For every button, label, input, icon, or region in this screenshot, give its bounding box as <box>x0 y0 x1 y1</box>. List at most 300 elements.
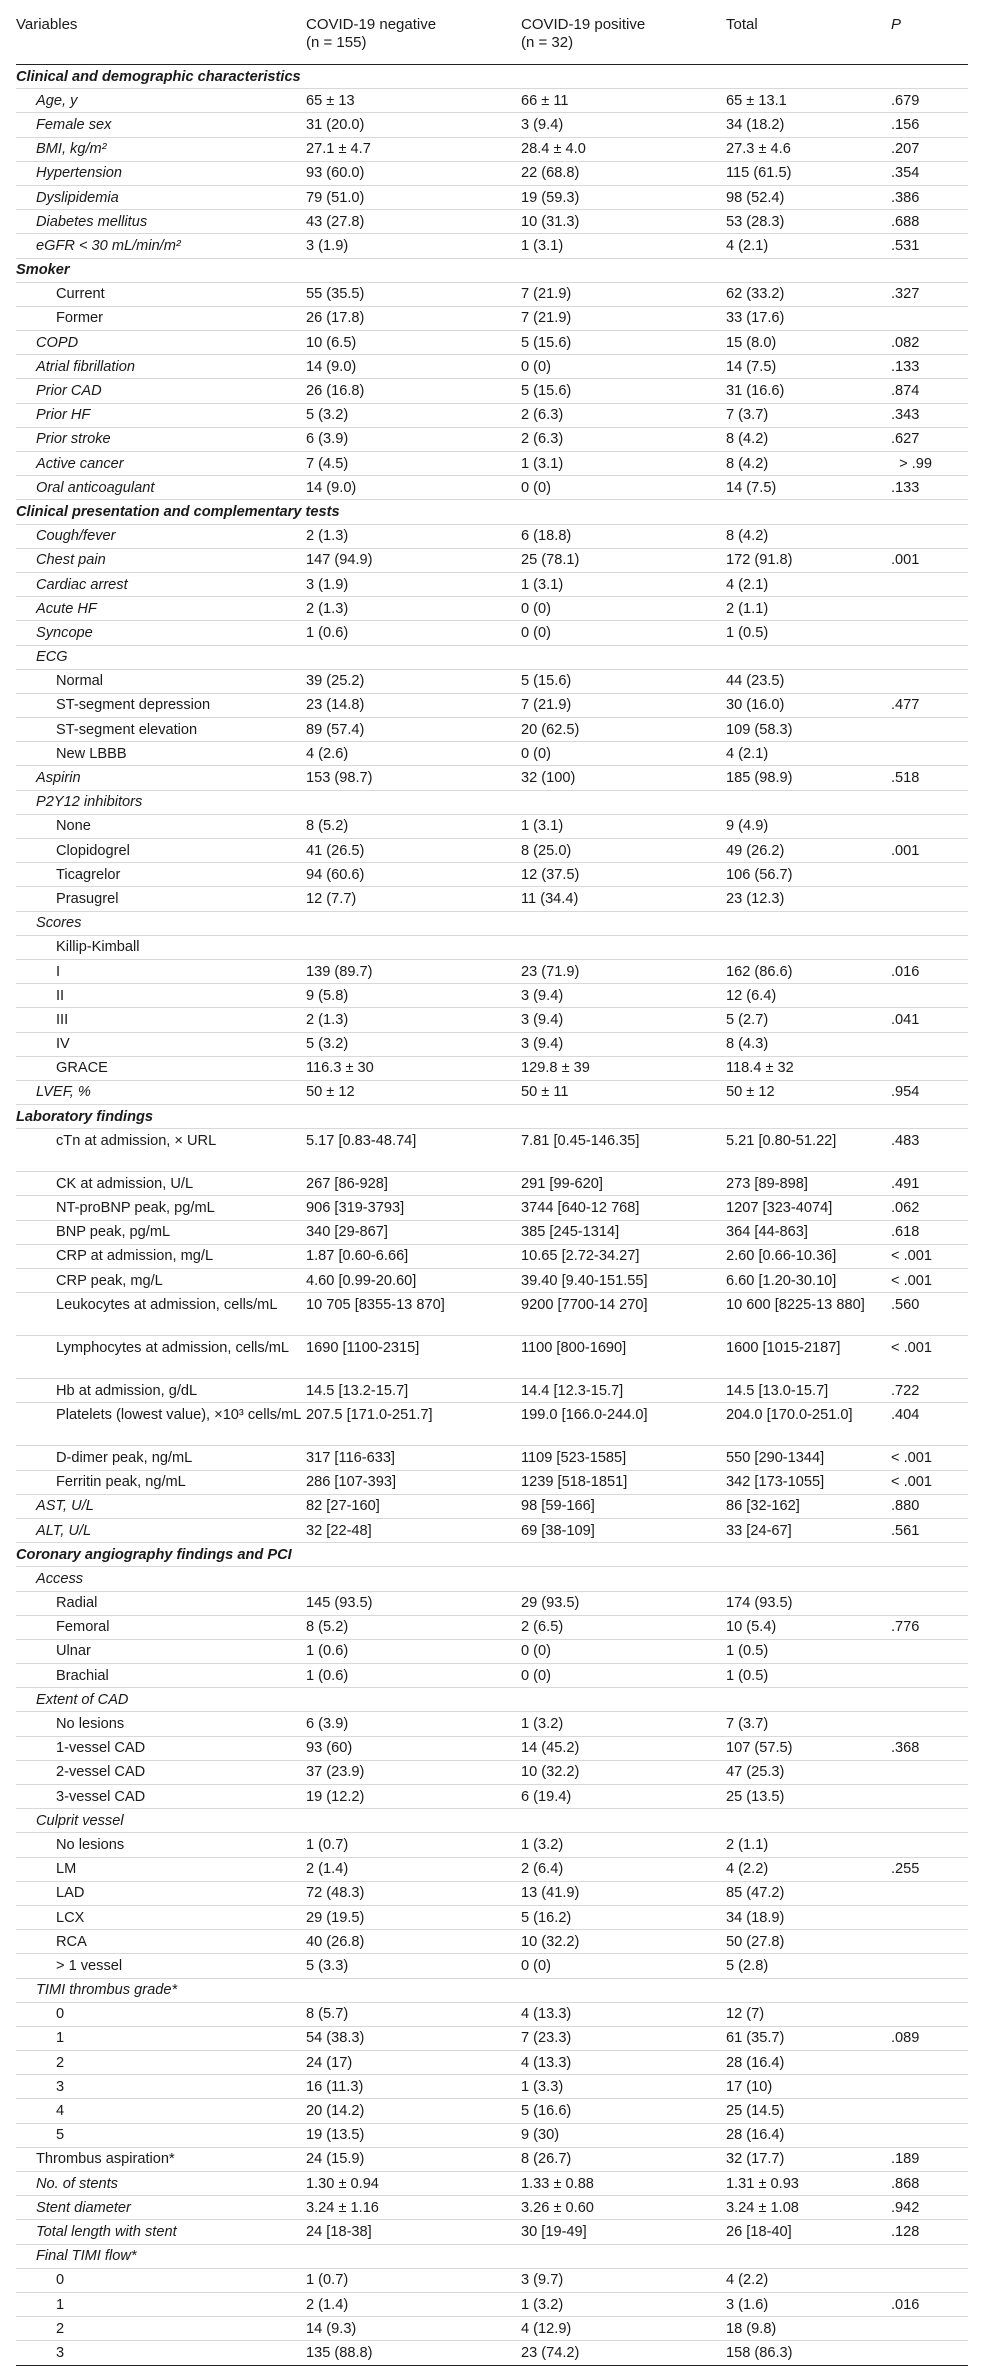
cell-total: 47 (25.3) <box>726 1764 785 1781</box>
cell-covid-positive: 3 (9.7) <box>521 2272 564 2289</box>
cell-p-value: .679 <box>891 92 920 109</box>
cell-covid-positive: 2 (6.3) <box>521 431 564 448</box>
table-row <box>16 1954 968 1978</box>
row-label: Thrombus aspiration* <box>36 2151 175 2168</box>
cell-total: 107 (57.5) <box>726 1740 793 1757</box>
cell-covid-negative: 19 (13.5) <box>306 2127 365 2144</box>
cell-total: 172 (91.8) <box>726 552 793 569</box>
table-row <box>16 694 968 718</box>
cell-covid-positive: 0 (0) <box>521 479 552 496</box>
table-row <box>16 1293 968 1336</box>
cell-p-value: .368 <box>891 1740 920 1757</box>
cell-total: 32 (17.7) <box>726 2151 785 2168</box>
cell-total: 23 (12.3) <box>726 890 785 907</box>
table-row <box>16 1567 968 1591</box>
cell-covid-positive: 66 ± 11 <box>521 92 569 109</box>
cell-p-value: .880 <box>891 1498 920 1515</box>
table-row <box>16 646 968 670</box>
row-label: BNP peak, pg/mL <box>56 1224 171 1241</box>
cell-p-value: .627 <box>891 431 920 448</box>
cell-covid-negative: 16 (11.3) <box>306 2078 364 2095</box>
cell-p-value: .477 <box>891 697 920 714</box>
cell-covid-negative: 26 (16.8) <box>306 383 365 400</box>
cell-covid-negative: 116.3 ± 30 <box>306 1060 374 1077</box>
cell-p-value: .089 <box>891 2030 920 2047</box>
table-row <box>16 186 968 210</box>
row-label: ECG <box>36 649 68 666</box>
row-label: ST-segment depression <box>56 697 211 714</box>
cell-covid-positive: 8 (25.0) <box>521 842 572 859</box>
cell-covid-negative: 32 [22-48] <box>306 1522 372 1539</box>
cell-total: 18 (9.8) <box>726 2320 777 2337</box>
row-label: CK at admission, U/L <box>56 1175 194 1192</box>
cell-covid-positive: 30 [19-49] <box>521 2223 587 2240</box>
cell-covid-positive: 10.65 [2.72-34.27] <box>521 1248 640 1265</box>
cell-total: 4 (2.1) <box>726 745 769 762</box>
cell-covid-positive: 1 (3.1) <box>521 455 564 472</box>
cell-total: 8 (4.2) <box>726 455 769 472</box>
row-label: Hypertension <box>36 165 122 182</box>
cell-covid-positive: 2 (6.3) <box>521 407 564 424</box>
cell-total: 28 (16.4) <box>726 2127 785 2144</box>
cell-p-value: .561 <box>891 1522 920 1539</box>
row-label: eGFR < 30 mL/min/m² <box>36 237 181 254</box>
cell-covid-positive: 28.4 ± 4.0 <box>521 141 586 158</box>
table-row <box>16 718 968 742</box>
cell-covid-positive: 20 (62.5) <box>521 721 580 738</box>
table-row <box>16 525 968 549</box>
cell-total: 65 ± 13.1 <box>726 92 787 109</box>
cell-covid-negative: 93 (60.0) <box>306 165 365 182</box>
cell-p-value: .016 <box>891 2296 920 2313</box>
row-label: Total length with stent <box>36 2223 177 2240</box>
cell-total: 27.3 ± 4.6 <box>726 141 791 158</box>
cell-covid-positive: 129.8 ± 39 <box>521 1060 590 1077</box>
cell-covid-positive: 3.26 ± 0.60 <box>521 2199 594 2216</box>
cell-total: 1600 [1015-2187] <box>726 1340 841 1357</box>
table-row <box>16 138 968 162</box>
cell-covid-negative: 10 (6.5) <box>306 334 357 351</box>
cell-covid-negative: 27.1 ± 4.7 <box>306 141 371 158</box>
cell-covid-negative: 5 (3.3) <box>306 1957 349 1974</box>
cell-p-value: .776 <box>891 1619 920 1636</box>
table-row <box>16 307 968 331</box>
row-label: LM <box>56 1861 77 1878</box>
table-row <box>16 1761 968 1785</box>
cell-covid-negative: 94 (60.6) <box>306 866 365 883</box>
cell-total: 3 (1.6) <box>726 2296 769 2313</box>
row-label: Brachial <box>56 1667 109 1684</box>
cell-total: 25 (14.5) <box>726 2103 785 2120</box>
cell-covid-negative: 2 (1.4) <box>306 2296 349 2313</box>
row-label: cTn at admission, × URL <box>56 1133 217 1150</box>
cell-total: 62 (33.2) <box>726 286 785 303</box>
cell-covid-negative: 14 (9.0) <box>306 479 357 496</box>
row-label: Active cancer <box>36 455 124 472</box>
cell-covid-positive: 5 (16.2) <box>521 1909 572 1926</box>
row-label: No. of stents <box>36 2175 118 2192</box>
cell-p-value: .207 <box>891 141 920 158</box>
table-row <box>16 2196 968 2220</box>
row-label: NT-proBNP peak, pg/mL <box>56 1200 215 1217</box>
cell-covid-negative: 1 (0.6) <box>306 624 349 641</box>
row-label: Aspirin <box>36 770 81 787</box>
table-row <box>16 1033 968 1057</box>
cell-p-value: .343 <box>891 407 920 424</box>
cell-covid-negative: 145 (93.5) <box>306 1595 373 1612</box>
cell-p-value: .531 <box>891 237 920 254</box>
row-label: 3-vessel CAD <box>56 1788 146 1805</box>
cell-covid-positive: 385 [245-1314] <box>521 1224 620 1241</box>
row-label: 1 <box>56 2030 65 2047</box>
cell-covid-positive: 1239 [518-1851] <box>521 1474 628 1491</box>
row-label: Acute HF <box>36 600 97 617</box>
row-label: 2 <box>56 2320 65 2337</box>
cell-covid-positive: 6 (18.8) <box>521 528 572 545</box>
cell-p-value: .722 <box>891 1382 920 1399</box>
cell-p-value: .386 <box>891 189 920 206</box>
cell-covid-positive: 10 (32.2) <box>521 1933 580 1950</box>
table-row <box>16 2003 968 2027</box>
row-label: Chest pain <box>36 552 106 569</box>
cell-covid-negative: 24 (17) <box>306 2054 353 2071</box>
row-label: > 1 vessel <box>56 1957 123 1974</box>
section-title: Coronary angiography findings and PCI <box>16 1546 292 1563</box>
table-row <box>16 476 968 500</box>
table-row <box>16 1664 968 1688</box>
cell-total: 49 (26.2) <box>726 842 785 859</box>
cell-total: 3.24 ± 1.08 <box>726 2199 799 2216</box>
row-label: Syncope <box>36 624 93 641</box>
section-heading <box>16 1105 968 1129</box>
cell-total: 12 (7) <box>726 2006 765 2023</box>
cell-covid-negative: 39 (25.2) <box>306 673 365 690</box>
row-label: P2Y12 inhibitors <box>36 794 143 811</box>
cell-total: 50 ± 12 <box>726 1084 775 1101</box>
cell-total: 14.5 [13.0-15.7] <box>726 1382 829 1399</box>
cell-covid-negative: 2 (1.4) <box>306 1861 349 1878</box>
section-heading <box>16 500 968 524</box>
table-row <box>16 1336 968 1379</box>
table-row <box>16 621 968 645</box>
cell-covid-negative: 1 (0.7) <box>306 2272 349 2289</box>
cell-total: 10 (5.4) <box>726 1619 777 1636</box>
row-label: 4 <box>56 2103 65 2120</box>
cell-covid-negative: 8 (5.7) <box>306 2006 349 2023</box>
cell-covid-positive: 1 (3.3) <box>521 2078 564 2095</box>
row-label: Ferritin peak, ng/mL <box>56 1474 186 1491</box>
cell-total: 4 (2.2) <box>726 1861 769 1878</box>
cell-p-value: .518 <box>891 770 920 787</box>
row-label: Current <box>56 286 105 303</box>
row-label: Atrial fibrillation <box>36 358 135 375</box>
cell-covid-negative: 153 (98.7) <box>306 770 373 787</box>
cell-covid-positive: 3 (9.4) <box>521 116 564 133</box>
cell-covid-positive: 3 (9.4) <box>521 987 564 1004</box>
cell-total: 14 (7.5) <box>726 358 777 375</box>
cell-covid-negative: 286 [107-393] <box>306 1474 397 1491</box>
row-label: Normal <box>56 673 104 690</box>
cell-covid-positive: 7 (21.9) <box>521 310 572 327</box>
cell-covid-positive: 14.4 [12.3-15.7] <box>521 1382 624 1399</box>
table-row <box>16 2148 968 2172</box>
cell-covid-negative: 31 (20.0) <box>306 116 365 133</box>
cell-covid-positive: 4 (12.9) <box>521 2320 572 2337</box>
cell-p-value: .082 <box>891 334 920 351</box>
table-row <box>16 283 968 307</box>
cell-covid-positive: 14 (45.2) <box>521 1740 580 1757</box>
cell-total: 8 (4.2) <box>726 431 769 448</box>
row-label: III <box>56 1011 69 1028</box>
table-row <box>16 379 968 403</box>
row-label: Femoral <box>56 1619 110 1636</box>
table-row <box>16 1616 968 1640</box>
cell-covid-positive: 7.81 [0.45-146.35] <box>521 1133 640 1150</box>
cell-total: 9 (4.9) <box>726 818 769 835</box>
table-row <box>16 1008 968 1032</box>
row-label: Extent of CAD <box>36 1691 129 1708</box>
cell-total: 61 (35.7) <box>726 2030 785 2047</box>
cell-covid-positive: 1 (3.2) <box>521 1716 564 1733</box>
table-row <box>16 984 968 1008</box>
table-row <box>16 355 968 379</box>
row-label: LCX <box>56 1909 85 1926</box>
row-label: D-dimer peak, ng/mL <box>56 1449 193 1466</box>
cell-total: 204.0 [170.0-251.0] <box>726 1407 853 1424</box>
cell-covid-positive: 1 (3.2) <box>521 1836 564 1853</box>
cell-total: 4 (2.1) <box>726 237 769 254</box>
header-variables: Variables <box>16 16 78 33</box>
cell-total: 26 [18-40] <box>726 2223 792 2240</box>
cell-p-value: .491 <box>891 1175 920 1192</box>
cell-total: 273 [89-898] <box>726 1175 808 1192</box>
cell-p-value: .404 <box>891 1407 920 1424</box>
cell-covid-positive: 1100 [800-1690] <box>521 1340 627 1357</box>
table-row <box>16 1057 968 1081</box>
row-label: Prior CAD <box>36 383 102 400</box>
table-row <box>16 912 968 936</box>
cell-p-value: .001 <box>891 552 920 569</box>
cell-covid-positive: 19 (59.3) <box>521 189 580 206</box>
header-total: Total <box>726 16 758 33</box>
table-row <box>16 1403 968 1446</box>
cell-covid-negative: 4.60 [0.99-20.60] <box>306 1272 417 1289</box>
cell-covid-negative: 79 (51.0) <box>306 189 365 206</box>
cell-covid-positive: 0 (0) <box>521 1667 552 1684</box>
cell-covid-negative: 7 (4.5) <box>306 455 349 472</box>
row-label: None <box>56 818 91 835</box>
cell-covid-negative: 54 (38.3) <box>306 2030 365 2047</box>
row-label: Culprit vessel <box>36 1812 124 1829</box>
cell-covid-positive: 0 (0) <box>521 1643 552 1660</box>
table-row <box>16 2027 968 2051</box>
table-row <box>16 113 968 137</box>
row-label: 5 <box>56 2127 65 2144</box>
cell-total: 1 (0.5) <box>726 1643 769 1660</box>
cell-covid-positive: 3 (9.4) <box>521 1011 564 1028</box>
cell-p-value: > .99 <box>891 455 932 472</box>
row-label: COPD <box>36 334 79 351</box>
cell-total: 5 (2.7) <box>726 1011 769 1028</box>
table-header <box>16 10 968 65</box>
cell-total: 7 (3.7) <box>726 1716 769 1733</box>
cell-covid-negative: 19 (12.2) <box>306 1788 365 1805</box>
cell-covid-negative: 55 (35.5) <box>306 286 365 303</box>
cell-p-value: .041 <box>891 1011 920 1028</box>
table-row <box>16 1592 968 1616</box>
cell-covid-negative: 14 (9.3) <box>306 2320 357 2337</box>
row-label: RCA <box>56 1933 87 1950</box>
table-row <box>16 1519 968 1543</box>
cell-total: 115 (61.5) <box>726 165 792 182</box>
cell-covid-negative: 24 (15.9) <box>306 2151 365 2168</box>
cell-total: 98 (52.4) <box>726 189 785 206</box>
cell-total: 25 (13.5) <box>726 1788 785 1805</box>
cell-covid-positive: 5 (15.6) <box>521 334 572 351</box>
cell-p-value: .133 <box>891 358 920 375</box>
table-body <box>16 65 968 2366</box>
header-covid-positive <box>521 10 726 64</box>
row-label: Prior HF <box>36 407 91 424</box>
row-label: 1 <box>56 2296 65 2313</box>
cell-p-value: .874 <box>891 383 920 400</box>
cell-total: 2.60 [0.66-10.36] <box>726 1248 837 1265</box>
table-row <box>16 89 968 113</box>
table-row <box>16 210 968 234</box>
cell-covid-negative: 93 (60) <box>306 1740 353 1757</box>
table-row <box>16 2099 968 2123</box>
cell-total: 1207 [323-4074] <box>726 1200 833 1217</box>
row-label: Platelets (lowest value), ×10³ cells/mL <box>56 1407 302 1424</box>
cell-covid-positive: 7 (23.3) <box>521 2030 572 2047</box>
cell-covid-positive: 23 (74.2) <box>521 2344 580 2361</box>
cell-covid-negative: 1 (0.6) <box>306 1667 349 1684</box>
cell-covid-positive: 7 (21.9) <box>521 286 572 303</box>
cell-covid-negative: 72 (48.3) <box>306 1885 365 1902</box>
cell-covid-positive: 0 (0) <box>521 1957 552 1974</box>
cell-covid-negative: 40 (26.8) <box>306 1933 365 1950</box>
row-label: Leukocytes at admission, cells/mL <box>56 1297 278 1314</box>
row-label: Scores <box>36 915 82 932</box>
cell-p-value: .327 <box>891 286 920 303</box>
row-label: ALT, U/L <box>36 1522 92 1539</box>
row-label: GRACE <box>56 1060 108 1077</box>
row-label: 3 <box>56 2078 65 2095</box>
table-row <box>16 1221 968 1245</box>
cell-total: 10 600 [8225-13 880] <box>726 1297 865 1314</box>
cell-p-value: .189 <box>891 2151 920 2168</box>
table-row <box>16 742 968 766</box>
cell-covid-negative: 139 (89.7) <box>306 963 373 980</box>
table-row <box>16 1737 968 1761</box>
cell-p-value: .688 <box>891 213 920 230</box>
cell-covid-negative: 9 (5.8) <box>306 987 349 1004</box>
table-row <box>16 1245 968 1269</box>
cell-covid-negative: 6 (3.9) <box>306 431 349 448</box>
cell-covid-positive: 39.40 [9.40-151.55] <box>521 1272 648 1289</box>
cell-p-value: .942 <box>891 2199 920 2216</box>
cell-total: 550 [290-1344] <box>726 1449 825 1466</box>
cell-covid-positive: 11 (34.4) <box>521 890 579 907</box>
table-row <box>16 1882 968 1906</box>
cell-covid-positive: 32 (100) <box>521 770 576 787</box>
table-row <box>16 1906 968 1930</box>
cell-covid-positive: 0 (0) <box>521 358 552 375</box>
cell-total: 5.21 [0.80-51.22] <box>726 1133 837 1150</box>
cell-covid-positive: 4 (13.3) <box>521 2006 572 2023</box>
cell-covid-negative: 1.30 ± 0.94 <box>306 2175 379 2192</box>
row-label: Hb at admission, g/dL <box>56 1382 198 1399</box>
row-label: I <box>56 963 61 980</box>
cell-total: 8 (4.2) <box>726 528 769 545</box>
cell-covid-positive: 0 (0) <box>521 624 552 641</box>
row-label: Female sex <box>36 116 112 133</box>
cell-covid-positive: 2 (6.5) <box>521 1619 564 1636</box>
table-row <box>16 1269 968 1293</box>
cell-covid-positive: 7 (21.9) <box>521 697 572 714</box>
section-heading <box>16 1543 968 1567</box>
cell-p-value: .560 <box>891 1297 920 1314</box>
cell-total: 30 (16.0) <box>726 697 785 714</box>
table-row <box>16 1379 968 1403</box>
header-negative-n: (n = 155) <box>306 34 367 51</box>
row-label: TIMI thrombus grade* <box>36 1982 178 1999</box>
row-label: Oral anticoagulant <box>36 479 155 496</box>
table-row <box>16 1858 968 1882</box>
table-row <box>16 428 968 452</box>
cell-covid-positive: 1 (3.1) <box>521 576 564 593</box>
row-label: New LBBB <box>56 745 127 762</box>
cell-covid-positive: 4 (13.3) <box>521 2054 572 2071</box>
cell-covid-positive: 23 (71.9) <box>521 963 580 980</box>
cell-covid-negative: 1 (0.6) <box>306 1643 349 1660</box>
table-row <box>16 573 968 597</box>
header-positive-n: (n = 32) <box>521 34 574 51</box>
cell-covid-positive: 29 (93.5) <box>521 1595 580 1612</box>
cell-total: 342 [173-1055] <box>726 1474 825 1491</box>
cell-covid-negative: 147 (94.9) <box>306 552 373 569</box>
cell-covid-positive: 2 (6.4) <box>521 1861 564 1878</box>
table-row <box>16 2341 968 2365</box>
cell-covid-negative: 1690 [1100-2315] <box>306 1340 420 1357</box>
cell-p-value: .156 <box>891 116 920 133</box>
cell-total: 86 [32-162] <box>726 1498 800 1515</box>
cell-covid-positive: 1 (3.1) <box>521 818 564 835</box>
cell-covid-negative: 20 (14.2) <box>306 2103 365 2120</box>
cell-total: 6.60 [1.20-30.10] <box>726 1272 837 1289</box>
section-title: Smoker <box>16 262 70 279</box>
row-label: Ulnar <box>56 1643 91 1660</box>
table-row <box>16 1979 968 2003</box>
row-label: No lesions <box>56 1716 125 1733</box>
cell-p-value: < .001 <box>891 1248 932 1265</box>
cell-p-value: .133 <box>891 479 920 496</box>
table-row <box>16 1833 968 1857</box>
cell-total: 1 (0.5) <box>726 1667 769 1684</box>
cell-covid-positive: 25 (78.1) <box>521 552 580 569</box>
cell-covid-positive: 5 (15.6) <box>521 383 572 400</box>
cell-total: 364 [44-863] <box>726 1224 808 1241</box>
cell-covid-negative: 12 (7.7) <box>306 890 357 907</box>
cell-p-value: .868 <box>891 2175 920 2192</box>
cell-covid-positive: 3 (9.4) <box>521 1036 564 1053</box>
table-row <box>16 1081 968 1105</box>
cell-covid-negative: 14 (9.0) <box>306 358 357 375</box>
cell-covid-positive: 9 (30) <box>521 2127 560 2144</box>
cell-covid-negative: 10 705 [8355-13 870] <box>306 1297 445 1314</box>
cell-total: 5 (2.8) <box>726 1957 769 1974</box>
table-row <box>16 1172 968 1196</box>
